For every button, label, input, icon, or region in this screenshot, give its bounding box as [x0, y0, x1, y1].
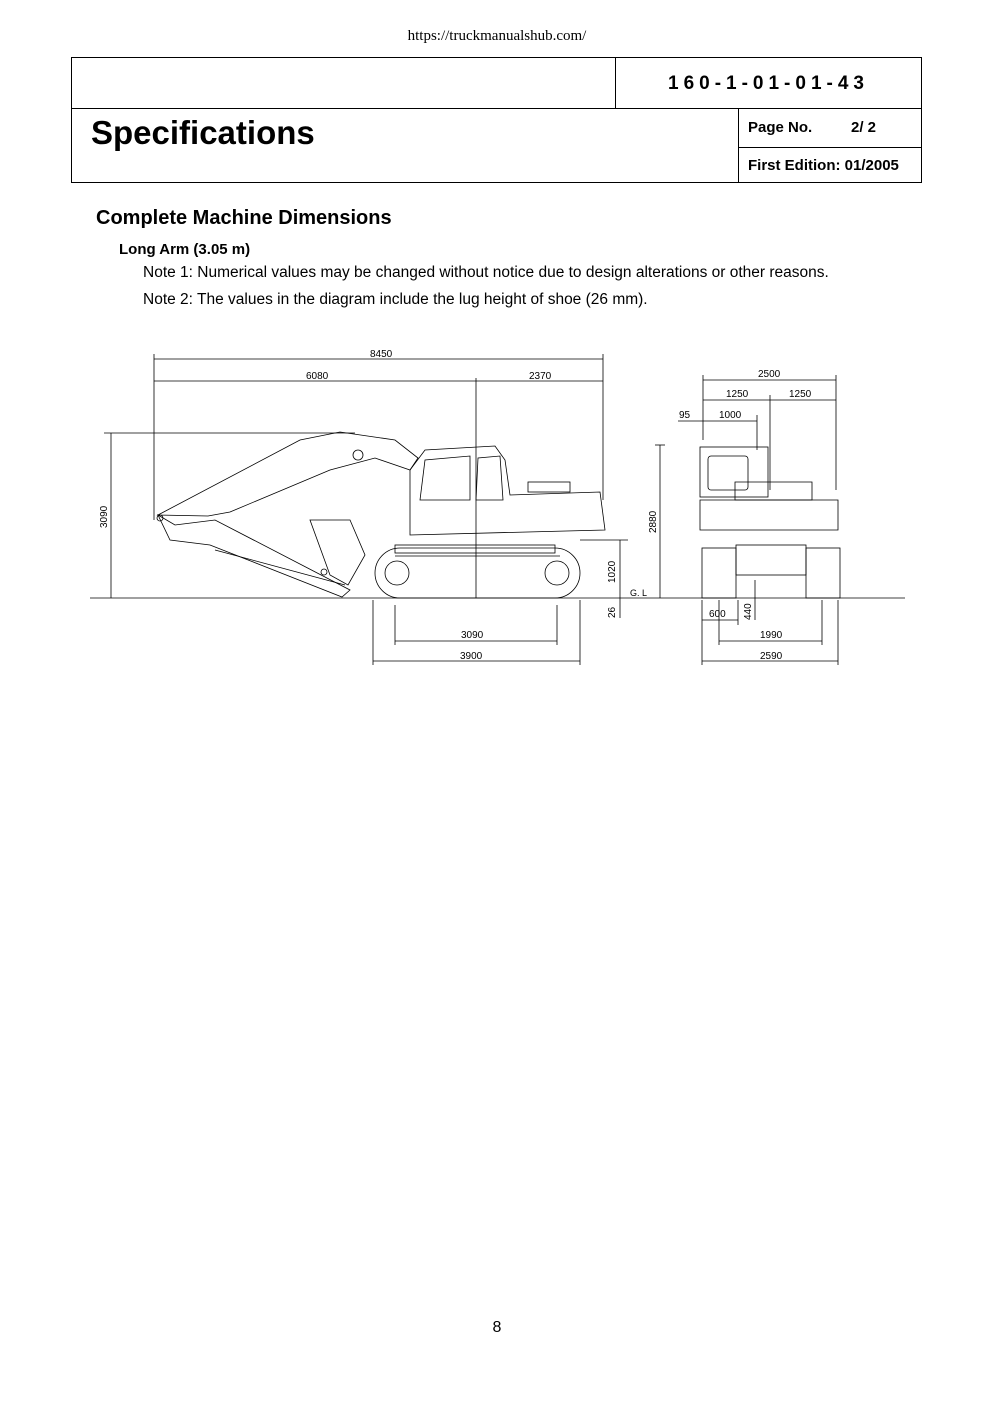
dim-600: 600 [709, 609, 726, 620]
dim-2500: 2500 [758, 369, 781, 380]
dim-6080: 6080 [306, 371, 329, 382]
dim-95: 95 [679, 410, 691, 421]
dim-3090-height: 3090 [99, 505, 110, 528]
dim-440: 440 [743, 603, 754, 620]
page-number: 8 [492, 1319, 502, 1336]
page-no-label: Page No. [748, 119, 813, 136]
note-2: Note 2: The values in the diagram include the lug height of shoe (26 mm). [143, 291, 648, 308]
dim-3090-tumbler: 3090 [461, 630, 484, 641]
dim-1020: 1020 [607, 560, 618, 583]
dim-2370: 2370 [529, 371, 552, 382]
section-title: Complete Machine Dimensions [96, 207, 392, 229]
dim-2590: 2590 [760, 651, 783, 662]
dim-26: 26 [607, 606, 618, 618]
note-1: Note 1: Numerical values may be changed without notice due to design alterations or other reasons. [143, 264, 829, 281]
dim-2880: 2880 [648, 510, 659, 533]
doc-number: 160-1-01-01-43 [668, 73, 869, 94]
source-url[interactable]: https://truckmanualshub.com/ [407, 28, 587, 44]
edition: First Edition: 01/2005 [748, 157, 899, 174]
dim-1990: 1990 [760, 630, 783, 641]
page-no-value: 2/ 2 [851, 119, 877, 136]
dim-1000: 1000 [719, 410, 742, 421]
dimension-drawing [0, 0, 994, 700]
dim-1250-left: 1250 [726, 389, 749, 400]
dim-1250-right: 1250 [789, 389, 812, 400]
section-subtitle: Long Arm (3.05 m) [119, 241, 251, 258]
dim-3900: 3900 [460, 651, 483, 662]
ground-label: G. L [630, 588, 648, 598]
dim-8450: 8450 [370, 349, 393, 360]
page-title: Specifications [91, 114, 315, 151]
